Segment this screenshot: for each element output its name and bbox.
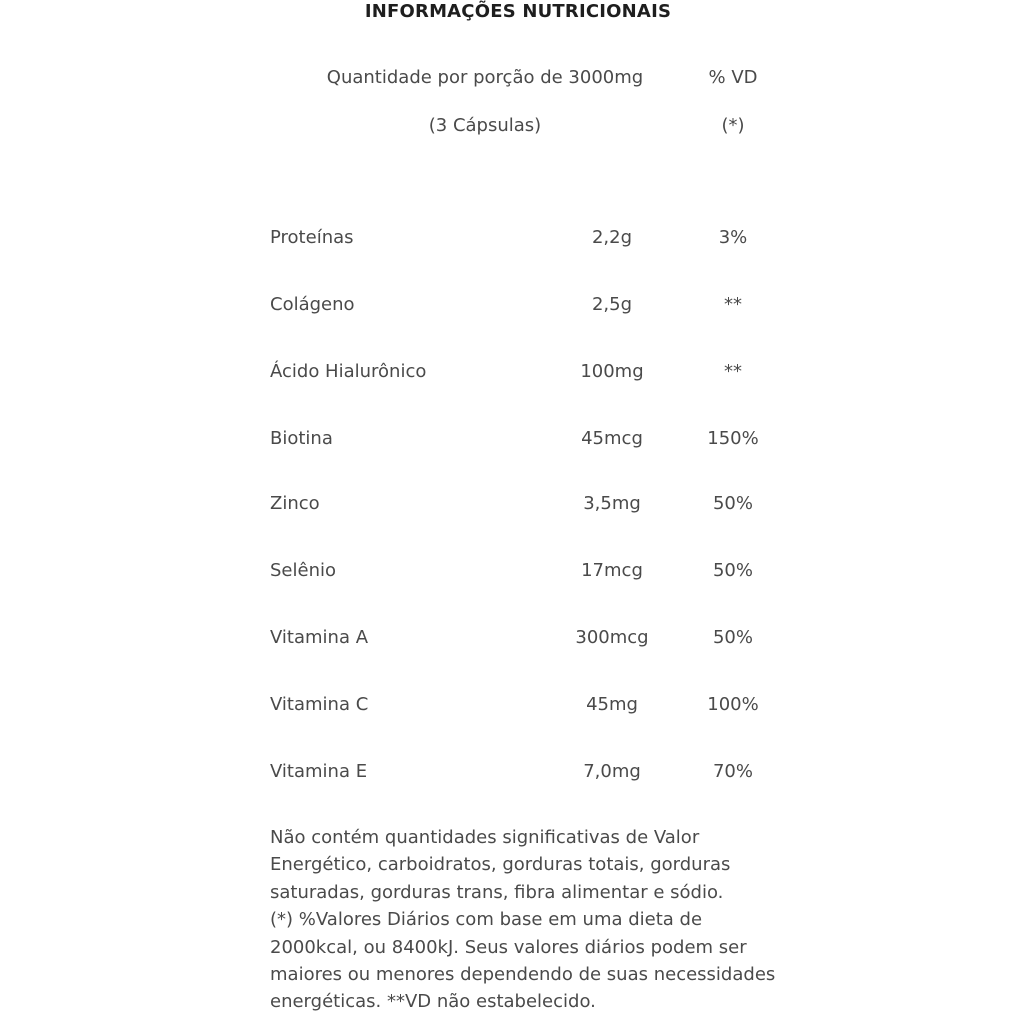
serving-size-label: Quantidade por porção de 3000mg: [326, 67, 644, 88]
nutrient-row-vitamina-e: [0, 759, 1024, 785]
nutrient-vd: **: [724, 361, 742, 382]
nutrient-amount: 3,5mg: [583, 493, 641, 514]
nutrient-row-vitamina-c: [0, 692, 1024, 718]
footnote-not-significant: Não contém quantidades significativas de Valor Energético, carboidratos, gorduras totais, gorduras saturadas, gorduras trans, fibra alimentar e sódio.: [270, 827, 731, 903]
page-title: INFORMAÇÕES NUTRICIONAIS: [364, 1, 672, 22]
serving-size-sub: (3 Cápsulas): [428, 115, 542, 136]
nutrient-amount: 45mg: [586, 694, 638, 715]
nutrient-row-colageno: [0, 292, 1024, 318]
nutrient-name: Proteínas: [270, 227, 354, 248]
vd-column-header: % VD: [708, 67, 758, 88]
nutrient-amount: 45mcg: [581, 428, 643, 449]
nutrient-row-proteinas: [0, 225, 1024, 251]
nutrient-name: Ácido Hialurônico: [270, 361, 427, 382]
nutrient-amount: 7,0mg: [583, 761, 641, 782]
nutrient-amount: 2,2g: [591, 227, 633, 248]
nutrient-name: Biotina: [270, 428, 333, 449]
nutrient-vd: 3%: [718, 227, 748, 248]
nutrient-vd: 100%: [707, 694, 759, 715]
nutrient-vd: 50%: [712, 627, 753, 648]
nutrient-name: Vitamina A: [270, 627, 369, 648]
nutrient-name: Selênio: [270, 560, 336, 581]
nutrient-name: Vitamina C: [270, 694, 369, 715]
nutrient-row-zinco: [0, 491, 1024, 517]
nutrient-amount: 17mcg: [581, 560, 643, 581]
nutrient-row-biotina: [0, 426, 1024, 452]
nutrient-amount: 2,5g: [591, 294, 633, 315]
nutrient-amount: 100mg: [580, 361, 644, 382]
nutrient-row-vitamina-a: [0, 625, 1024, 651]
nutrient-row-selenio: [0, 558, 1024, 584]
nutrient-vd: 50%: [712, 493, 753, 514]
nutrient-name: Zinco: [270, 493, 320, 514]
vd-column-sub: (*): [721, 115, 745, 136]
nutrient-vd: 70%: [712, 761, 753, 782]
nutrient-amount: 300mcg: [575, 627, 649, 648]
nutrient-vd: 50%: [712, 560, 753, 581]
nutrient-vd: 150%: [707, 428, 759, 449]
nutrient-name: Colágeno: [270, 294, 355, 315]
footnote: [270, 824, 790, 1016]
nutrient-name: Vitamina E: [270, 761, 368, 782]
footnote-daily-values: (*) %Valores Diários com base em uma dieta de 2000kcal, ou 8400kJ. Seus valores diários podem ser maiores ou menores dependendo de suas necessidades energéticas. **VD não estabelecido.: [270, 909, 776, 1013]
nutrient-row-acido-hialuronico: [0, 359, 1024, 385]
nutrient-vd: **: [724, 294, 742, 315]
